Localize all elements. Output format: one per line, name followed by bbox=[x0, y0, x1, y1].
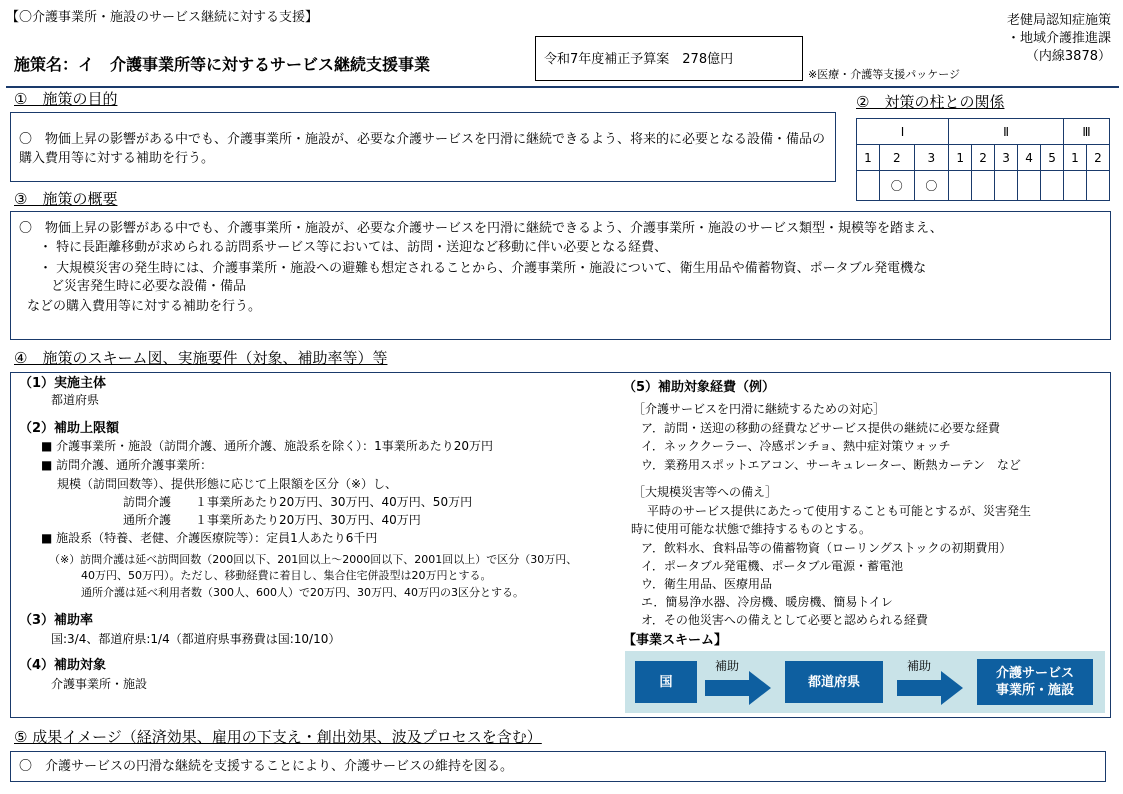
section1-body: 〇 物価上昇の影響がある中でも、介護事業所・施設が、必要な介護サービスを円滑に継続できるよう、将来的に必要となる設備・備品の購入費用等に対する補助を行う。 bbox=[19, 132, 826, 166]
flow-arrow-label: 補助 bbox=[715, 659, 740, 673]
budget-box bbox=[535, 36, 803, 81]
policy-name: 施策名：イ 介護事業所等に対するサービス継続支援事業 bbox=[14, 55, 431, 74]
expense-item: オ．その他災害への備えとして必要と認められる経費 bbox=[641, 613, 928, 627]
arrow-right-icon bbox=[705, 671, 771, 705]
subsidy-rate-body: 国:3/4、都道府県:1/4（都道府県事務費は国:10/10） bbox=[51, 632, 341, 646]
flow-arrow-label: 補助 bbox=[907, 659, 932, 673]
subsidy-rate-heading: （3）補助率 bbox=[19, 613, 94, 628]
expense-item: イ．ポータブル発電機、ポータブル電源・蓄電池 bbox=[641, 559, 903, 573]
pillar-mark: 〇 bbox=[914, 171, 949, 201]
overview-line: などの購入費用等に対する補助を行う。 bbox=[27, 299, 262, 314]
eligible-expenses-heading: （5）補助対象経費（例） bbox=[623, 380, 776, 395]
expense-item: ア．訪問・送迎の移動の経費などサービス提供の継続に必要な経費 bbox=[641, 421, 1001, 435]
section2-title: ② 対策の柱との関係 bbox=[856, 93, 1005, 111]
section1-title: ① 施策の目的 bbox=[14, 90, 118, 108]
pillar-mark bbox=[995, 171, 1018, 201]
pillar-number: 3 bbox=[995, 145, 1018, 171]
expense-item: ウ．業務用スポットエアコン、サーキュレーター、断熱カーテン など bbox=[641, 458, 1021, 472]
header-tag: 【〇介護事業所・施設のサービス継続に対する支援】 bbox=[6, 10, 319, 25]
pillar-mark bbox=[949, 171, 972, 201]
package-note: ※医療・介護等支援パッケージ bbox=[808, 68, 960, 81]
subsidy-limit-line: 訪問介護 １事業所あたり20万円、30万円、40万円、50万円 bbox=[123, 495, 473, 509]
pillar-mark bbox=[1064, 171, 1087, 201]
pillar-mark bbox=[1018, 171, 1041, 201]
pillar-number: 5 bbox=[1041, 145, 1064, 171]
expense-group-b: ［大規模災害等への備え］ bbox=[633, 485, 778, 499]
scheme-title: 【事業スキーム】 bbox=[623, 633, 728, 648]
section1-box bbox=[10, 112, 836, 182]
subsidy-limit-line: ■ 訪問介護、通所介護事業所： bbox=[41, 458, 213, 472]
subsidy-limit-line: ■ 施設系（特養、老健、介護医療院等）：定員1人あたり6千円 bbox=[41, 531, 378, 545]
subsidy-note-line: 通所介護は延べ利用者数（300人、600人）で20万円、30万円、40万円の3区分とする。 bbox=[81, 586, 524, 599]
section4-title: ④ 施策のスキーム図、実施要件（対象、補助率等）等 bbox=[14, 349, 388, 367]
section5-box bbox=[10, 751, 1106, 782]
flow-node-prefecture: 都道府県 bbox=[785, 661, 883, 703]
department bbox=[1007, 12, 1111, 66]
subsidy-limit-line: ■ 介護事業所・施設（訪問介護、通所介護、施設系を除く）：1事業所あたり20万円 bbox=[41, 439, 494, 453]
pillar-group: Ⅰ bbox=[857, 119, 949, 145]
pillar-number: 2 bbox=[879, 145, 914, 171]
expense-item: ア．飲料水、食料品等の備蓄物資（ローリングストックの初期費用） bbox=[641, 541, 1012, 555]
overview-line: ど災害発生時に必要な設備・備品 bbox=[51, 279, 247, 294]
impl-entity-heading: （1）実施主体 bbox=[19, 376, 107, 391]
budget-text: 令和7年度補正予算案 278億円 bbox=[544, 52, 734, 67]
pillar-number: 1 bbox=[949, 145, 972, 171]
expense-group-b-text: 平時のサービス提供にあたって使用することも可能とするが、災害発生 bbox=[647, 504, 1032, 518]
expense-item: エ．簡易浄水器、冷房機、暖房機、簡易トイレ bbox=[641, 595, 893, 609]
pillar-mark bbox=[1041, 171, 1064, 201]
pillar-mark: 〇 bbox=[879, 171, 914, 201]
pillar-mark bbox=[857, 171, 880, 201]
pillar-number: 3 bbox=[914, 145, 949, 171]
subsidy-target-heading: （4）補助対象 bbox=[19, 658, 107, 673]
subsidy-target-body: 介護事業所・施設 bbox=[51, 677, 148, 691]
pillar-table bbox=[856, 118, 1110, 201]
pillar-mark bbox=[972, 171, 995, 201]
overview-line: 〇 物価上昇の影響がある中でも、介護事業所・施設が、必要な介護サービスを円滑に継続できるよう、介護事業所・施設のサービス類型・規模等を踏まえ、 bbox=[19, 221, 943, 236]
expense-item: ウ．衛生用品、医療用品 bbox=[641, 577, 773, 591]
subsidy-limit-line: 通所介護 １事業所あたり20万円、30万円、40万円 bbox=[123, 513, 421, 527]
pillar-mark bbox=[1086, 171, 1109, 201]
dept-line: （内線3878） bbox=[1025, 49, 1111, 64]
section3-title: ③ 施策の概要 bbox=[14, 190, 118, 208]
subsidy-note-line: （※）訪問介護は延べ訪問回数（200回以下、201回以上～2000回以下、2001回以上）で区分（30万円、 bbox=[49, 553, 578, 566]
pillar-number: 1 bbox=[857, 145, 880, 171]
pillar-number: 4 bbox=[1018, 145, 1041, 171]
arrow-right-icon bbox=[897, 671, 963, 705]
pillar-number: 2 bbox=[1086, 145, 1109, 171]
header-divider bbox=[6, 86, 1119, 88]
section5-body: 〇 介護サービスの円滑な継続を支援することにより、介護サービスの維持を図る。 bbox=[19, 759, 514, 774]
pillar-number: 1 bbox=[1064, 145, 1087, 171]
subsidy-limit-line: 規模（訪問回数等）、提供形態に応じて上限額を区分（※）し、 bbox=[57, 477, 398, 491]
scheme-diagram bbox=[625, 651, 1105, 713]
section5-title: ⑤ 成果イメージ（経済効果、雇用の下支え・創出効果、波及プロセスを含む） bbox=[14, 728, 542, 746]
section3-box bbox=[10, 211, 1111, 340]
overview-line: ・ 大規模災害の発生時には、介護事業所・施設への避難も想定されることから、介護事業所・施設について、衛生用品や備蓄物資、ポータブル発電機な bbox=[39, 261, 927, 276]
overview-line: ・ 特に長距離移動が求められる訪問系サービス等においては、訪問・送迎など移動に伴い必要となる経費、 bbox=[39, 240, 668, 255]
dept-line: ・地域介護推進課 bbox=[1006, 31, 1111, 46]
pillar-number: 2 bbox=[972, 145, 995, 171]
section4-box bbox=[10, 372, 1111, 718]
expense-item: イ．ネッククーラー、冷感ポンチョ、熱中症対策ウォッチ bbox=[641, 439, 951, 453]
subsidy-note-line: 40万円、50万円）。ただし、移動経費に着目し、集合住宅併設型は20万円とする。 bbox=[81, 569, 492, 582]
subsidy-limit-heading: （2）補助上限額 bbox=[19, 421, 120, 436]
pillar-group: Ⅲ bbox=[1064, 119, 1110, 145]
expense-group-a: ［介護サービスを円滑に継続するための対応］ bbox=[633, 402, 886, 416]
flow-node-national: 国 bbox=[635, 661, 697, 703]
pillar-group: Ⅱ bbox=[949, 119, 1064, 145]
flow-node-facility: 介護サービス 事業所・施設 bbox=[977, 659, 1093, 705]
expense-group-b-text: 時に使用可能な状態で維持するものとする。 bbox=[631, 522, 872, 536]
impl-entity-body: 都道府県 bbox=[51, 393, 100, 407]
dept-line: 老健局認知症施策 bbox=[1006, 13, 1111, 28]
